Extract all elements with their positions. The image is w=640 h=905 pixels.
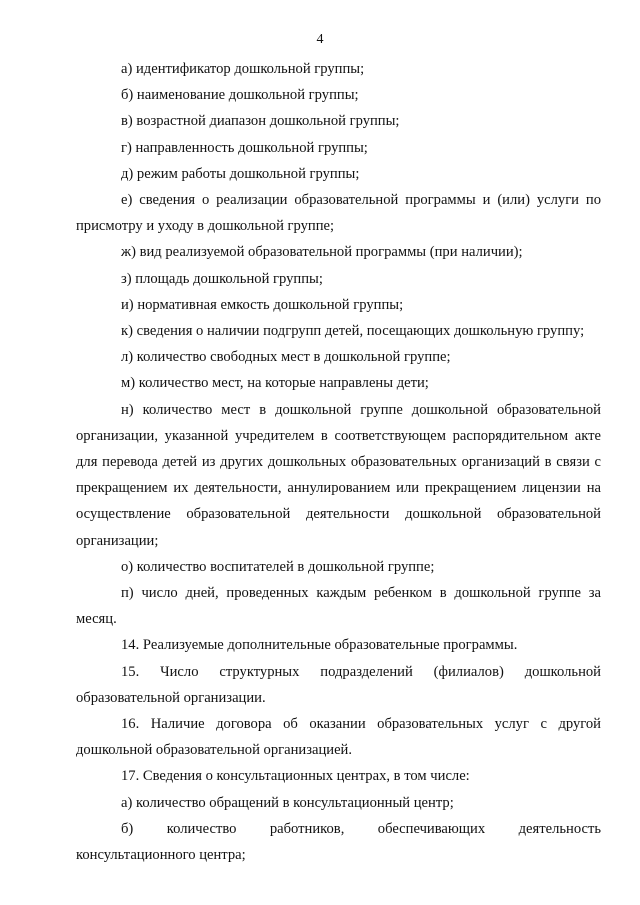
list-item-e: е) сведения о реализации образовательной программы и (или) услуги по присмотру и уходу в дошкольной группе;: [76, 192, 601, 235]
section-17-item-a: а) количество обращений в консультационный центр;: [121, 794, 454, 811]
list-item-m: м) количество мест, на которые направлены дети;: [121, 375, 429, 392]
list-item-k: к) сведения о наличии подгрупп детей, посещающих дошкольную группу;: [121, 323, 585, 340]
section-16: 16. Наличие договора об оказании образовательных услуг с другой дошкольной образовательной организацией.: [76, 716, 601, 759]
list-item-l: л) количество свободных мест в дошкольной группе;: [121, 349, 451, 366]
list-item-d: д) режим работы дошкольной группы;: [121, 165, 360, 182]
list-item-p: п) число дней, проведенных каждым ребенком в дошкольной группе за месяц.: [76, 585, 601, 628]
section-17-item-b: б) количество работников, обеспечивающих деятельность консультационного центра;: [76, 820, 601, 864]
list-item-b: б) наименование дошкольной группы;: [121, 87, 359, 104]
list-item-i: и) нормативная емкость дошкольной группы;: [121, 296, 404, 313]
document-body: [76, 56, 601, 868]
list-item-z: з) площадь дошкольной группы;: [121, 270, 323, 287]
section-15: 15. Число структурных подразделений (филиалов) дошкольной образовательной организации.: [76, 663, 601, 706]
list-item-o: о) количество воспитателей в дошкольной группе;: [121, 558, 435, 575]
section-17: 17. Сведения о консультационных центрах, в том числе:: [121, 768, 470, 785]
list-item-zh: ж) вид реализуемой образовательной программы (при наличии);: [121, 244, 523, 261]
list-item-v: в) возрастной диапазон дошкольной группы;: [121, 113, 400, 130]
section-14: 14. Реализуемые дополнительные образовательные программы.: [121, 637, 518, 654]
list-item-a: а) идентификатор дошкольной группы;: [121, 61, 365, 77]
list-item-g: г) направленность дошкольной группы;: [121, 139, 368, 156]
page-number: 4: [316, 32, 324, 47]
list-item-n: н) количество мест в дошкольной группе дошкольной образовательной организации, указанной учредителем в соответствующем распорядительном акте для перевода детей из других дошкольных образовательных организаций в связи с прекращением их деятельности, аннулированием или прекращением лицензии на осуществление образовательной деятельности дошкольной образовательной организации;: [76, 401, 601, 549]
